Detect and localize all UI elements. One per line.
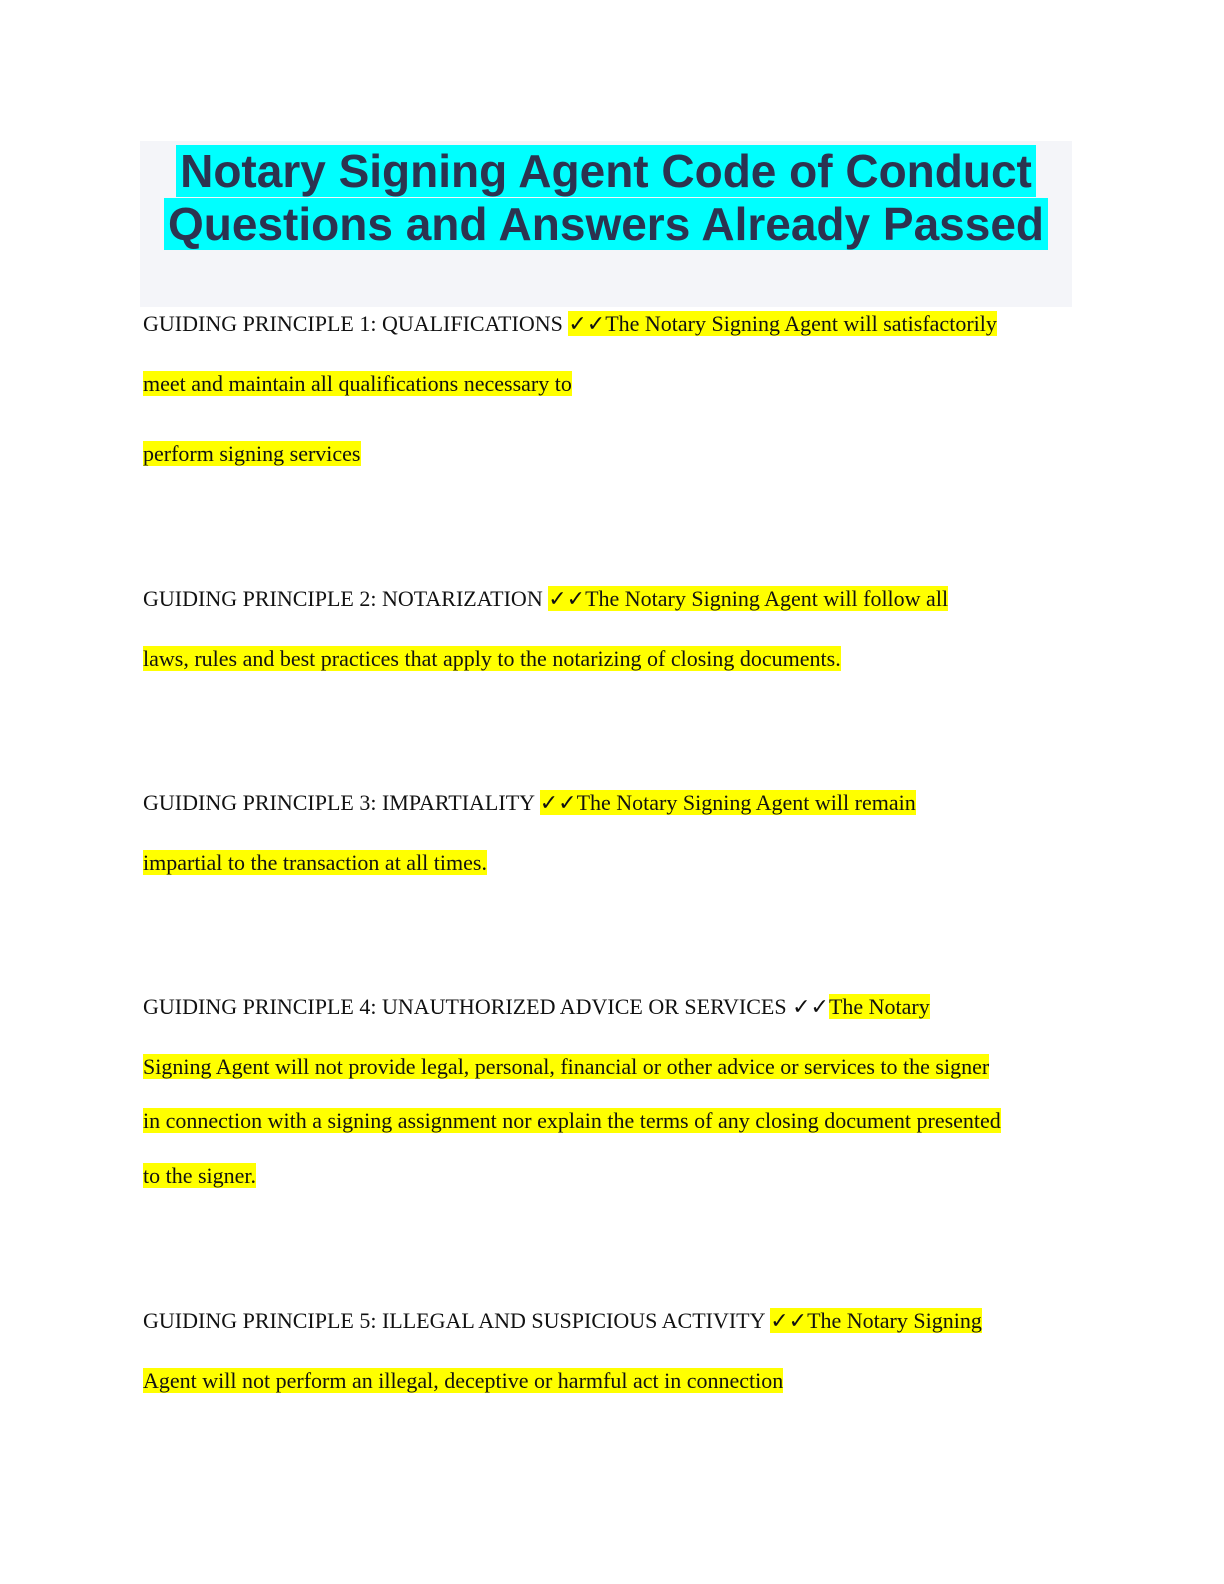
document-title-line-1 (140, 145, 1072, 197)
principle-2-line-1 (143, 584, 948, 615)
answer-text: Signing Agent will not provide legal, personal, financial or other advice or services to the signer (143, 1054, 990, 1079)
principle-answer (548, 586, 948, 611)
answer-text: impartial to the transaction at all times. (143, 850, 487, 875)
title-line-1-text: Notary Signing Agent Code of Conduct (176, 145, 1036, 197)
check-mark-icon: ✓✓ (539, 791, 577, 816)
answer-text: perform signing services (143, 441, 361, 466)
principle-answer (568, 311, 997, 336)
principle-3-line-2 (143, 848, 487, 878)
answer-text: The Notary Signing (807, 1308, 982, 1333)
principle-4-line-2 (143, 1052, 989, 1082)
principle-heading: GUIDING PRINCIPLE 3: IMPARTIALITY (143, 790, 535, 815)
title-line-2-text: Questions and Answers Already Passed (164, 198, 1048, 250)
check-mark-icon: ✓✓ (792, 995, 829, 1020)
answer-text: The Notary Signing Agent will follow all (585, 586, 949, 611)
check-mark-icon: ✓✓ (770, 1309, 808, 1334)
principle-4-line-1 (143, 992, 930, 1023)
principle-heading: GUIDING PRINCIPLE 2: NOTARIZATION (143, 586, 543, 611)
check-mark-icon: ✓✓ (568, 312, 606, 337)
principle-answer (540, 790, 916, 815)
principle-answer (770, 1308, 982, 1333)
principle-4-line-3 (143, 1106, 1001, 1136)
principle-1-line-1 (143, 309, 997, 340)
principle-heading: GUIDING PRINCIPLE 1: QUALIFICATIONS (143, 311, 563, 336)
principle-1-line-2 (143, 369, 572, 399)
answer-text: to the signer. (143, 1163, 257, 1188)
principle-5-line-2 (143, 1366, 783, 1396)
document-title-block (140, 141, 1072, 307)
principle-4-line-4 (143, 1161, 256, 1191)
answer-text: The Notary (828, 994, 930, 1019)
principle-answer (792, 994, 930, 1019)
answer-text: The Notary Signing Agent will remain (576, 790, 916, 815)
check-mark-icon: ✓✓ (548, 587, 586, 612)
answer-text: The Notary Signing Agent will satisfactorily (605, 311, 997, 336)
principle-3-line-1 (143, 788, 916, 819)
answer-text: in connection with a signing assignment nor explain the terms of any closing document presented (143, 1108, 1001, 1133)
answer-text: laws, rules and best practices that apply to the notarizing of closing documents. (143, 646, 841, 671)
principle-2-line-2 (143, 644, 841, 674)
principle-1-line-3 (143, 439, 361, 469)
answer-text: meet and maintain all qualifications necessary to (143, 371, 572, 396)
principle-heading: GUIDING PRINCIPLE 5: ILLEGAL AND SUSPICIOUS ACTIVITY (143, 1308, 765, 1333)
principle-heading: GUIDING PRINCIPLE 4: UNAUTHORIZED ADVICE OR SERVICES (143, 994, 787, 1019)
answer-text: Agent will not perform an illegal, deceptive or harmful act in connection (143, 1368, 784, 1393)
document-title-line-2 (140, 198, 1072, 250)
principle-5-line-1 (143, 1306, 982, 1337)
